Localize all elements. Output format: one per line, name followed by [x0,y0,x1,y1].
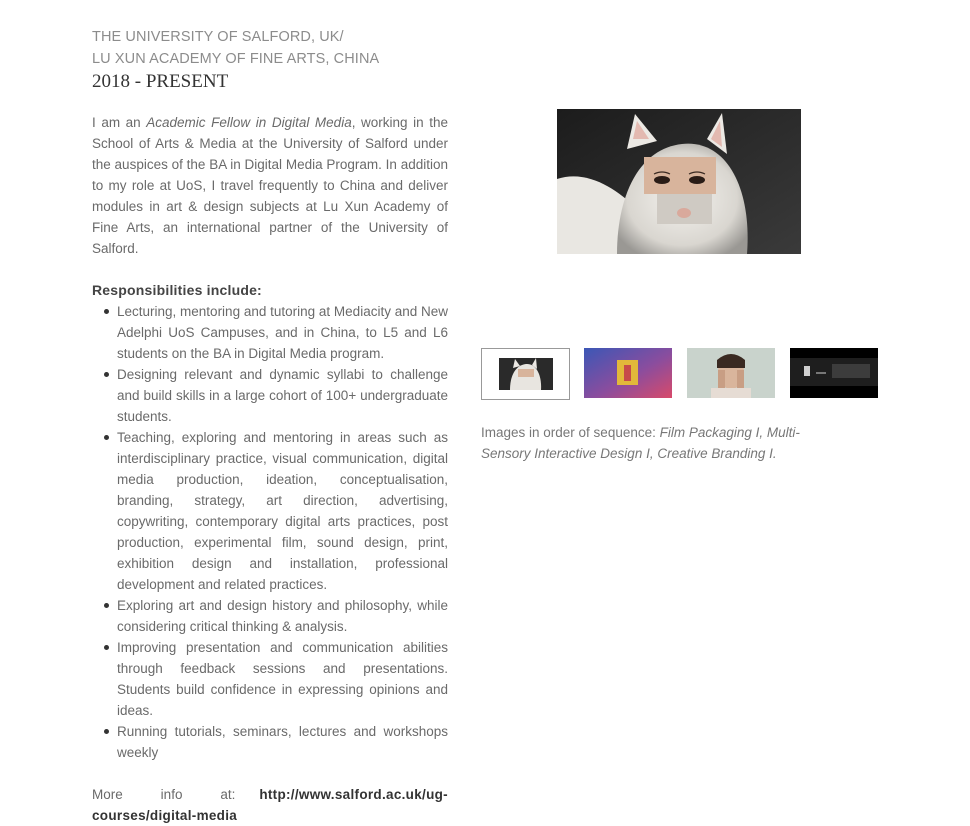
list-item [92,364,448,427]
cat-collage-image [557,109,801,254]
bullet-icon [104,729,109,734]
list-item-text: Lecturing, mentoring and tutoring at Mediacity and New Adelphi UoS Campuses, and in China, to L5 and L6 students on the BA in Digital Media program. [117,304,448,361]
list-item-text: Designing relevant and dynamic syllabi to challenge and build skills in a large cohort of 100+ undergraduate students. [117,367,448,424]
bullet-icon [104,603,109,608]
institution-line-1: THE UNIVERSITY OF SALFORD, UK/ [92,29,344,45]
thumbnail-2[interactable] [584,348,672,398]
thumbnail-cat-image [482,349,569,399]
bullet-icon [104,435,109,440]
responsibilities-list [92,301,448,763]
course-link[interactable]: http://www.salford.ac.uk/ug-courses/digital-media [92,787,448,823]
caption-prefix: Images in order of sequence: [481,425,660,440]
thumbnail-3[interactable] [687,348,775,398]
thumbnail-dark-image [790,348,878,398]
responsibilities-heading: Responsibilities include: [92,282,262,298]
thumbnail-portrait-image [687,348,775,398]
intro-text: , working in the School of Arts & Media at the University of Salford under the auspices of the BA in Digital Media Program. In addition to my role at UoS, I travel frequently to China and deliver modules in art & design subjects at Lu Xun Academy of Fine Arts, an international partner of the University of Salford. [92,115,449,256]
list-item-text: Exploring art and design history and philosophy, while considering critical thinking & analysis. [117,598,448,634]
bullet-icon [104,309,109,314]
caption-works: Film Packaging I, Multi-Sensory Interactive Design I, Creative Branding I. [481,425,800,461]
institution-line-2: LU XUN ACADEMY OF FINE ARTS, CHINA [92,51,380,67]
thumbnail-1[interactable] [481,348,570,400]
list-item-text: Improving presentation and communication abilities through feedback sessions and presentations. Students build confidence in expressing opinions and ideas. [117,640,448,718]
intro-prefix: I am an [92,115,147,130]
bullet-icon [104,372,109,377]
more-info [92,784,448,826]
role-title: Academic Fellow in Digital Media [146,115,352,130]
bullet-icon [104,645,109,650]
list-item [92,427,448,595]
list-item [92,721,448,763]
content-column [92,26,448,826]
list-item-text: Running tutorials, seminars, lectures and workshops weekly [117,724,448,760]
intro-paragraph [92,112,448,259]
thumbnail-gradient-image [584,348,672,398]
list-item [92,637,448,721]
more-info-label: More info at: [92,787,236,802]
list-item-text: Teaching, exploring and mentoring in areas such as interdisciplinary practice, visual communication, digital media production, ideation, conceptualisation, branding, strategy, art direction, advertising, copywriting, contemporary digital arts practices, post production, experimental film, sound design, print, exhibition design and installation, professional development and related practices. [117,430,448,592]
thumbnail-4[interactable] [790,348,878,398]
date-range: 2018 - PRESENT [92,71,229,92]
list-item [92,301,448,364]
list-item [92,595,448,637]
gallery-caption [481,422,841,464]
gallery-main-image[interactable] [557,109,801,254]
